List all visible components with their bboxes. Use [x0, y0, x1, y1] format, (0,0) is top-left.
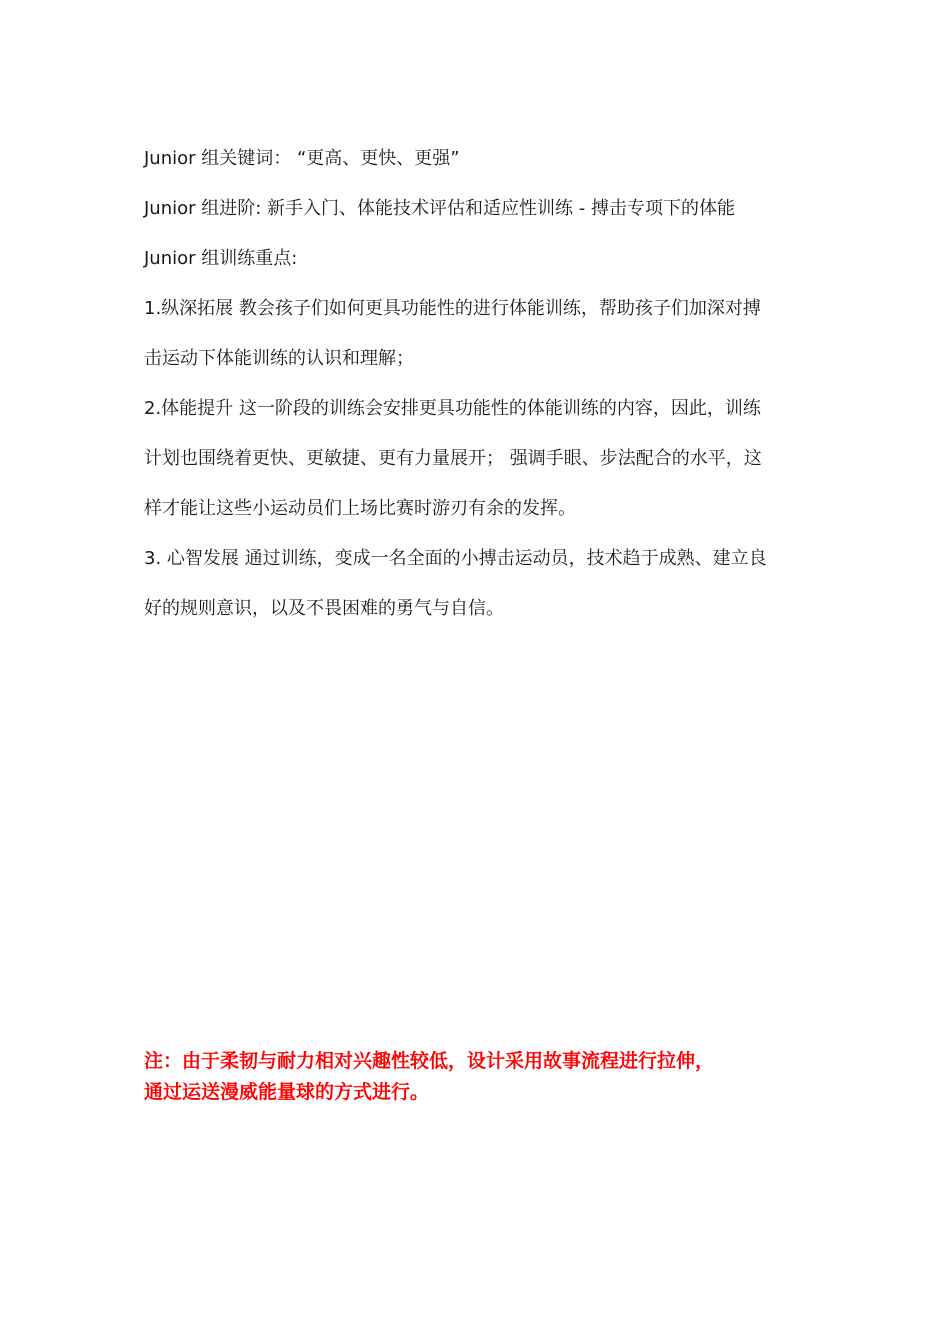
- keywords-line: Junior 组关键词： “更高、更快、更强”: [144, 148, 460, 169]
- progression-line: Junior 组进阶: 新手入门、体能技术评估和适应性训练 - 搏击专项下的体能: [144, 198, 735, 219]
- training-focus-heading: Junior 组训练重点:: [144, 248, 298, 269]
- point-2-line-1: 2.体能提升 这一阶段的训练会安排更具功能性的体能训练的内容，因此，训练: [144, 398, 761, 419]
- note-line-1: 注：由于柔韧与耐力相对兴趣性较低，设计采用故事流程进行拉伸，: [144, 1050, 715, 1072]
- point-3-line-1: 3. 心智发展 通过训练，变成一名全面的小搏击运动员，技术趋于成熟、建立良: [144, 548, 767, 569]
- note-line-2: 通过运送漫威能量球的方式进行。: [144, 1081, 430, 1103]
- point-1-line-2: 击运动下体能训练的认识和理解；: [144, 348, 414, 369]
- point-3-line-2: 好的规则意识，以及不畏困难的勇气与自信。: [144, 598, 504, 619]
- point-1-line-1: 1.纵深拓展 教会孩子们如何更具功能性的进行体能训练，帮助孩子们加深对搏: [144, 298, 761, 319]
- point-2-line-3: 样才能让这些小运动员们上场比赛时游刃有余的发挥。: [144, 498, 576, 519]
- point-2-line-2: 计划也围绕着更快、更敏捷、更有力量展开； 强调手眼、步法配合的水平，这: [144, 448, 762, 469]
- red-note: [144, 1046, 824, 1108]
- body-text: [144, 134, 814, 634]
